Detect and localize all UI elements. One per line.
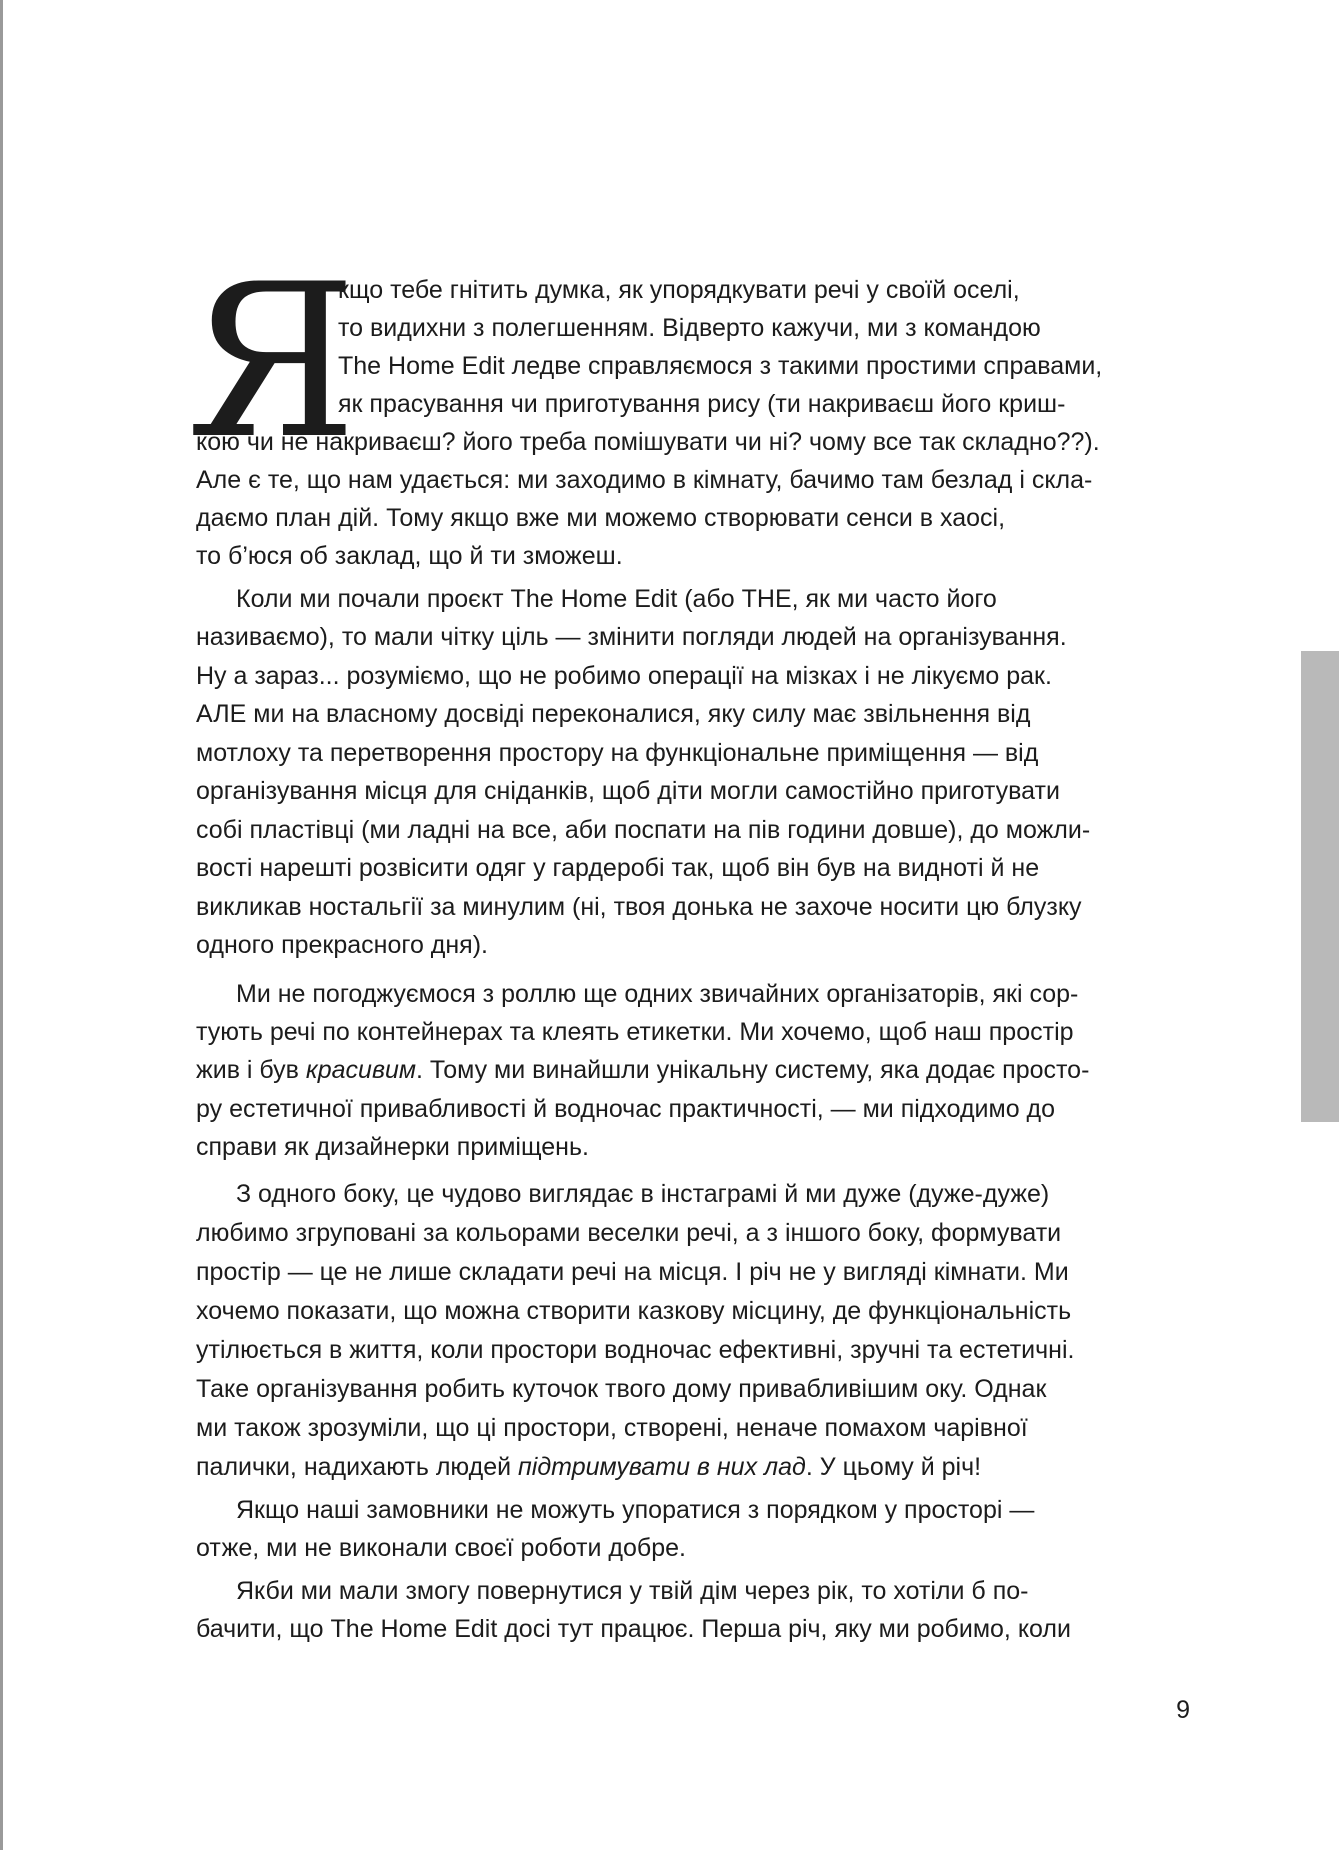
text-line: простір — це не лише складати речі на місця. І річ не у вигляді кімнати. Ми [196,1258,1069,1286]
text-line: палички, надихають людей підтримувати в них лад. У цьому й річ! [196,1453,982,1481]
text-line: собі пластівці (ми ладні на все, аби поспати на пів години довше), до можли- [196,816,1091,844]
text-line: утілюється в життя, коли простори водночас ефективні, зручні та естетичні. [196,1336,1075,1364]
text-line: отже, ми не виконали своєї роботи добре. [196,1534,686,1562]
text-line: то б’юся об заклад, що й ти зможеш. [196,542,623,570]
text-line: ру естетичної привабливості й водночас практичності, — ми підходимо до [196,1095,1056,1123]
text-line: то видихни з полегшенням. Відверто кажучи, ми з командою [338,314,1041,342]
text-line: кою чи не накриваєш? його треба помішувати чи ні? чому все так складно??). [196,428,1100,456]
drop-cap: Я [186,238,358,485]
text-line: жив і був красивим. Тому ми винайшли унікальну систему, яка додає просто- [196,1056,1090,1084]
text-line: Ми не погоджуємося з роллю ще одних звичайних організаторів, які сор- [236,980,1079,1008]
text-line: називаємо), то мали чітку ціль — змінити погляди людей на організування. [196,623,1067,651]
text-line: Якби ми мали змогу повернутися у твій дім через рік, то хотіли б по- [236,1577,1029,1605]
text-line: кщо тебе гнітить думка, як упорядкувати речі у своїй оселі, [338,276,1020,304]
text-line: Але є те, що нам удається: ми заходимо в кімнату, бачимо там безлад і скла- [196,466,1093,494]
text-line: мотлоху та перетворення простору на функціональне приміщення — від [196,739,1039,767]
text-line: бачити, що The Home Edit досі тут працює. Перша річ, яку ми робимо, коли [196,1615,1071,1643]
text-line: The Home Edit ледве справляємося з такими простими справами, [338,352,1103,380]
text-line: організування місця для сніданків, щоб діти могли самостійно приготувати [196,777,1060,805]
text-line: З одного боку, це чудово виглядає в інстаграмі й ми дуже (дуже-дуже) [236,1180,1050,1208]
text-line: ми також зрозуміли, що ці простори, створені, неначе помахом чарівної [196,1414,1028,1442]
text-line: хочемо показати, що можна створити казкову місцину, де функціональність [196,1297,1072,1325]
text-line: Ну а зараз... розуміємо, що не робимо операції на мізках і не лікуємо рак. [196,662,1052,690]
text-line: тують речі по контейнерах та клеять етикетки. Ми хочемо, щоб наш простір [196,1018,1074,1046]
page-left-edge [0,0,3,1850]
text-line: Якщо наші замовники не можуть упоратися з порядком у просторі — [236,1496,1035,1524]
text-line: вості нарешті розвісити одяг у гардеробі так, щоб він був на видноті й не [196,854,1040,882]
chapter-side-tab [1301,651,1339,1122]
page-number: 9 [1176,1696,1190,1724]
text-line: викликав ностальгії за минулим (ні, твоя донька не захоче носити цю блузку [196,893,1082,921]
text-line: любимо згруповані за кольорами веселки речі, а з іншого боку, формувати [196,1219,1062,1247]
text-line: АЛЕ ми на власному досвіді переконалися, яку силу має звільнення від [196,700,1031,728]
text-line: Коли ми почали проєкт The Home Edit (або THE, як ми часто його [236,585,997,613]
text-line: даємо план дій. Тому якщо вже ми можемо створювати сенси в хаосі, [196,504,1006,532]
text-line: справи як дизайнерки приміщень. [196,1133,589,1161]
text-line: Таке організування робить куточок твого дому привабливішим оку. Однак [196,1375,1047,1403]
text-line: як прасування чи приготування рису (ти накриваєш його криш- [338,390,1066,418]
text-line: одного прекрасного дня). [196,931,488,959]
